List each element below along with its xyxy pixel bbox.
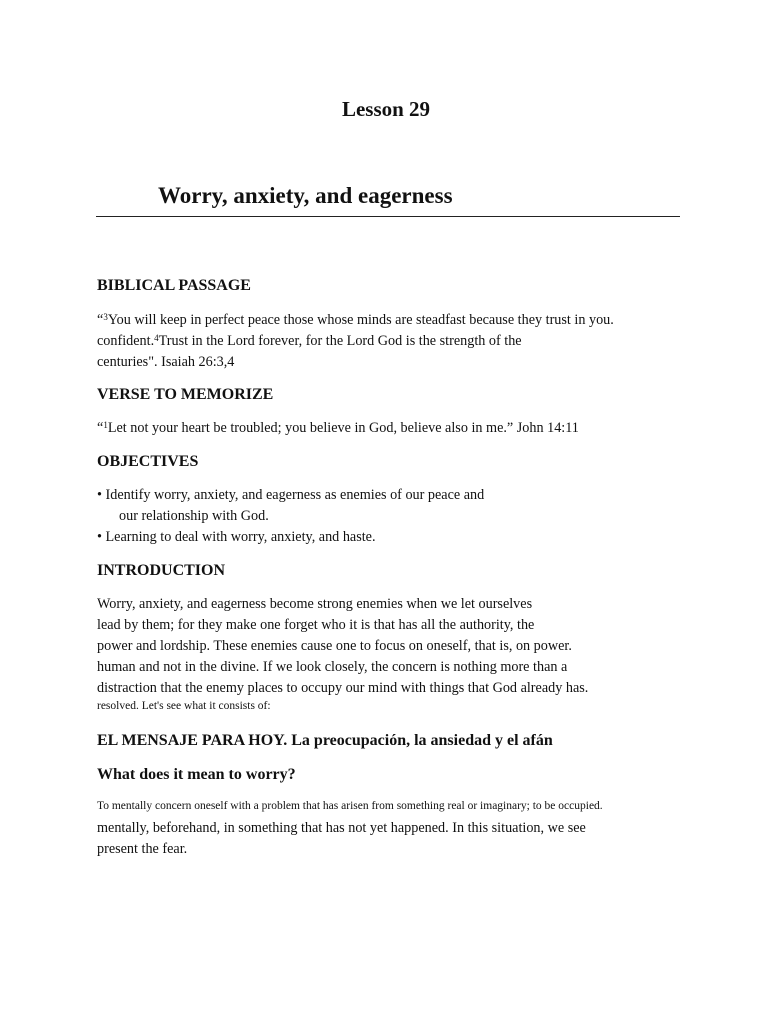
passage-line-2b: Trust in the Lord forever, for the Lord God is the strength of the <box>158 333 522 349</box>
worry-small-line: To mentally concern oneself with a problem that has arisen from something real or imaginary; to be occupied. <box>97 800 603 812</box>
intro-small-line: resolved. Let's see what it consists of: <box>97 700 271 712</box>
verse-to-memorize-text <box>97 418 579 439</box>
verse-number: 1 <box>103 420 108 430</box>
intro-line: distraction that the enemy places to occupy our mind with things that God already has. <box>97 680 589 696</box>
verse-number: 4 <box>154 333 159 343</box>
intro-line: Worry, anxiety, and eagerness become strong enemies when we let ourselves <box>97 596 533 612</box>
worry-line: mentally, beforehand, in something that has not yet happened. In this situation, we see <box>97 820 586 836</box>
passage-line-2a: confident. <box>97 333 155 349</box>
passage-line-2 <box>97 331 614 352</box>
intro-line: lead by them; for they make one forget who it is that has all the authority, the <box>97 617 535 633</box>
passage-line-3: centuries". Isaiah 26:3,4 <box>97 354 235 370</box>
objectives-heading: OBJECTIVES <box>97 453 199 470</box>
introduction-heading: INTRODUCTION <box>97 562 226 579</box>
open-quote: “ <box>97 420 104 436</box>
objectives-list <box>97 485 484 548</box>
passage-line-1 <box>97 310 614 331</box>
introduction-text <box>97 594 588 699</box>
biblical-passage-heading: BIBLICAL PASSAGE <box>97 277 251 294</box>
passage-line-1-text: You will keep in perfect peace those whose minds are steadfast because they trust in you. <box>107 312 614 328</box>
verse-number: 3 <box>103 312 108 322</box>
objective-item-1-continued: our relationship with God. <box>119 508 269 524</box>
memory-verse: Let not your heart be troubled; you believe in God, believe also in me.” John 14:11 <box>107 420 579 436</box>
title-divider <box>96 216 680 217</box>
biblical-passage-text <box>97 310 614 373</box>
intro-line: power and lordship. These enemies cause one to focus on oneself, that is, on power. <box>97 638 572 654</box>
lesson-title: Lesson 29 <box>341 97 431 121</box>
message-heading: EL MENSAJE PARA HOY. La preocupación, la ansiedad y el afán <box>97 732 553 749</box>
verse-to-memorize-heading: VERSE TO MEMORIZE <box>97 386 274 403</box>
objective-item-2: • Learning to deal with worry, anxiety, and haste. <box>97 529 376 545</box>
main-title: Worry, anxiety, and eagerness <box>158 183 453 208</box>
worry-line: present the fear. <box>97 841 188 857</box>
open-quote: “ <box>97 312 104 328</box>
objective-item-1: • Identify worry, anxiety, and eagerness as enemies of our peace and <box>97 487 485 503</box>
worry-text <box>97 818 586 860</box>
worry-heading: What does it mean to worry? <box>97 766 296 783</box>
intro-line: human and not in the divine. If we look closely, the concern is nothing more than a <box>97 659 568 675</box>
